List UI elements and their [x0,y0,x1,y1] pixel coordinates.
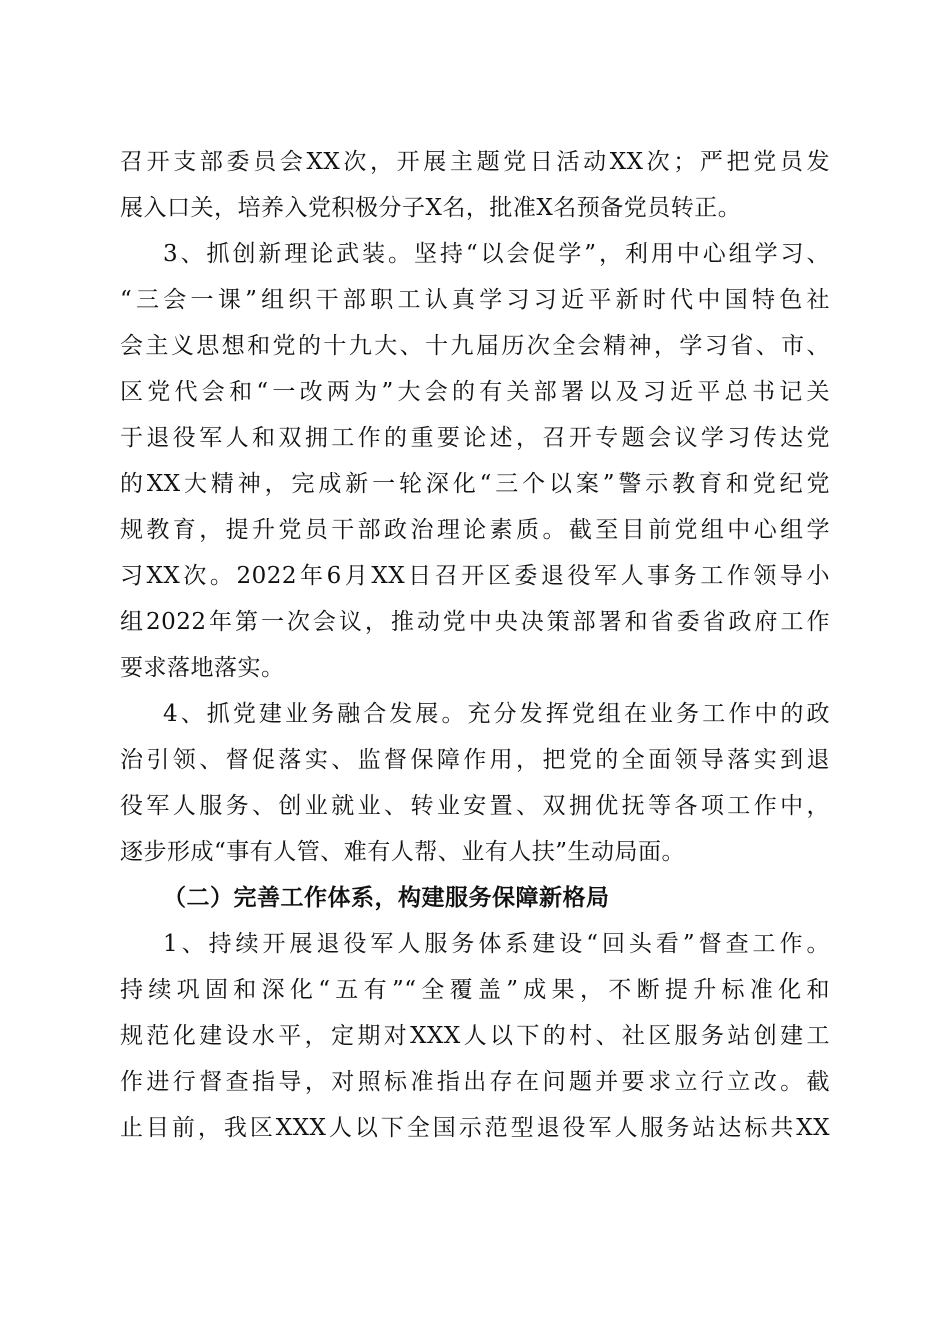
paragraph-line: 作进行督查指导，对照标准指出存在问题并要求立行立改。截 [120,1069,830,1095]
paragraph-line: 召开支部委员会XX次，开展主题党日活动XX次；严把党员发 [120,149,830,175]
paragraph-line: “三会一课”组织干部职工认真学习习近平新时代中国特色社 [120,287,830,313]
paragraph-line: 止目前，我区XXX人以下全国示范型退役军人服务站达标共XX [120,1115,830,1141]
paragraph-line: 1、持续开展退役军人服务体系建设“回头看”督查工作。 [163,931,830,957]
paragraph-line: 组2022年第一次会议，推动党中央决策部署和省委省政府工作 [120,609,830,635]
paragraph-line: 逐步形成“事有人管、难有人帮、业有人扶”生动局面。 [120,839,686,865]
paragraph-line: 会主义思想和党的十九大、十九届历次全会精神，学习省、市、 [120,333,830,359]
paragraph-line: 于退役军人和双拥工作的重要论述，召开专题会议学习传达党 [120,425,830,451]
paragraph-line: 习XX次。2022年6月XX日召开区委退役军人事务工作领导小 [120,563,830,589]
paragraph-line: 治引领、督促落实、监督保障作用，把党的全面领导落实到退 [120,747,830,773]
paragraph-line: 的XX大精神，完成新一轮深化“三个以案”警示教育和党纪党 [120,471,830,497]
section-heading: （二）完善工作体系，构建服务保障新格局 [163,884,610,911]
paragraph-line: 4、抓党建业务融合发展。充分发挥党组在业务工作中的政 [163,701,830,727]
paragraph-line: 规教育，提升党员干部政治理论素质。截至目前党组中心组学 [120,517,830,543]
paragraph-line: 区党代会和“一改两为”大会的有关部署以及习近平总书记关 [120,379,830,405]
paragraph-line: 展入口关，培养入党积极分子X名，批准X名预备党员转正。 [120,195,742,221]
paragraph-line: 要求落地落实。 [120,655,285,681]
paragraph-line: 役军人服务、创业就业、转业安置、双拥优抚等各项工作中， [120,793,830,819]
paragraph-line: 3、抓创新理论武装。坚持“以会促学”，利用中心组学习、 [163,241,830,267]
paragraph-line: 持续巩固和深化“五有”“全覆盖”成果，不断提升标准化和 [120,977,830,1003]
paragraph-line: 规范化建设水平，定期对XXX人以下的村、社区服务站创建工 [120,1023,830,1049]
